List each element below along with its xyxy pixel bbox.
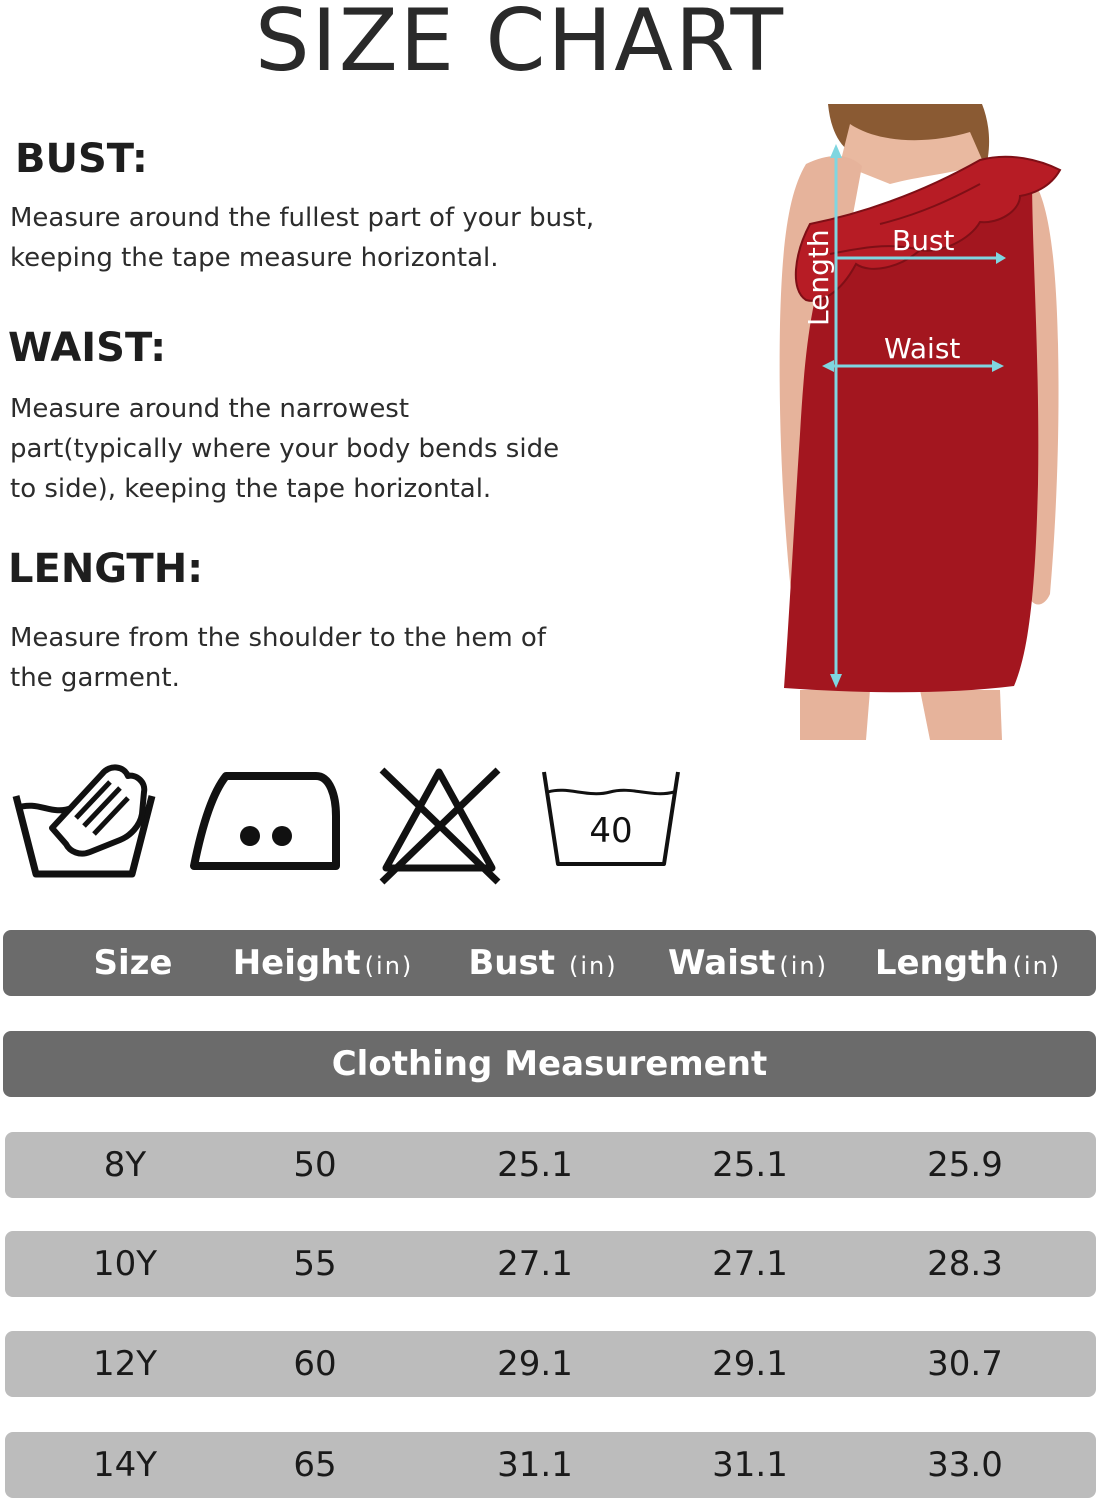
cell-height: 65: [293, 1445, 337, 1485]
dress-model-image: [770, 104, 1070, 740]
cell-bust: 25.1: [497, 1145, 573, 1185]
cell-height: 60: [293, 1344, 337, 1384]
page-title: SIZE CHART: [254, 0, 786, 91]
header-waist: Waist (in): [668, 943, 828, 983]
wash-40-icon: [538, 756, 688, 876]
iron-medium-icon: [186, 756, 346, 886]
table-row: [5, 1231, 1096, 1297]
waist-label: Waist: [884, 332, 961, 365]
header-bust: Bust (in): [468, 943, 618, 983]
bust-text: Measure around the fullest part of your bust, keeping the tape measure horizontal.: [10, 203, 595, 273]
cell-bust: 29.1: [497, 1344, 573, 1384]
cell-size: 14Y: [92, 1445, 158, 1485]
waist-text: Measure around the narrowest part(typically where your body bends side to side), keeping the tape horizontal.: [10, 394, 560, 504]
cell-waist: 31.1: [712, 1445, 788, 1485]
table-row: [5, 1331, 1096, 1397]
table-row: [5, 1132, 1096, 1198]
bust-heading: BUST:: [15, 136, 148, 182]
header-length: Length (in): [874, 943, 1062, 983]
cell-waist: 25.1: [712, 1145, 788, 1185]
wash-temperature: 40: [589, 811, 633, 851]
cell-waist: 29.1: [712, 1344, 788, 1384]
length-heading: LENGTH:: [8, 546, 204, 592]
hand-wash-icon: [10, 756, 160, 886]
waist-instructions: [10, 325, 620, 509]
section-title: Clothing Measurement: [331, 1044, 768, 1084]
table-header: [3, 930, 1096, 996]
length-label: Length: [802, 229, 835, 326]
cell-length: 33.0: [927, 1445, 1003, 1485]
cell-height: 50: [293, 1145, 337, 1185]
header-height: Height (in): [232, 943, 414, 983]
cell-size: 12Y: [92, 1344, 158, 1384]
section-header: [3, 1031, 1096, 1097]
bust-label: Bust: [892, 224, 955, 257]
cell-length: 28.3: [927, 1244, 1003, 1284]
waist-heading: WAIST:: [8, 325, 167, 371]
cell-bust: 31.1: [497, 1445, 573, 1485]
table-row: [5, 1432, 1096, 1498]
cell-size: 10Y: [92, 1244, 158, 1284]
care-icons: [10, 756, 710, 896]
bust-instructions: [10, 136, 620, 278]
cell-waist: 27.1: [712, 1244, 788, 1284]
cell-length: 25.9: [927, 1145, 1003, 1185]
cell-length: 30.7: [927, 1344, 1003, 1384]
header-size: Size: [93, 943, 173, 983]
do-not-bleach-icon: [374, 756, 504, 886]
cell-bust: 27.1: [497, 1244, 573, 1284]
length-text: Measure from the shoulder to the hem of the garment.: [10, 623, 546, 693]
length-instructions: [10, 546, 620, 698]
cell-height: 55: [293, 1244, 337, 1284]
cell-size: 8Y: [103, 1145, 147, 1185]
